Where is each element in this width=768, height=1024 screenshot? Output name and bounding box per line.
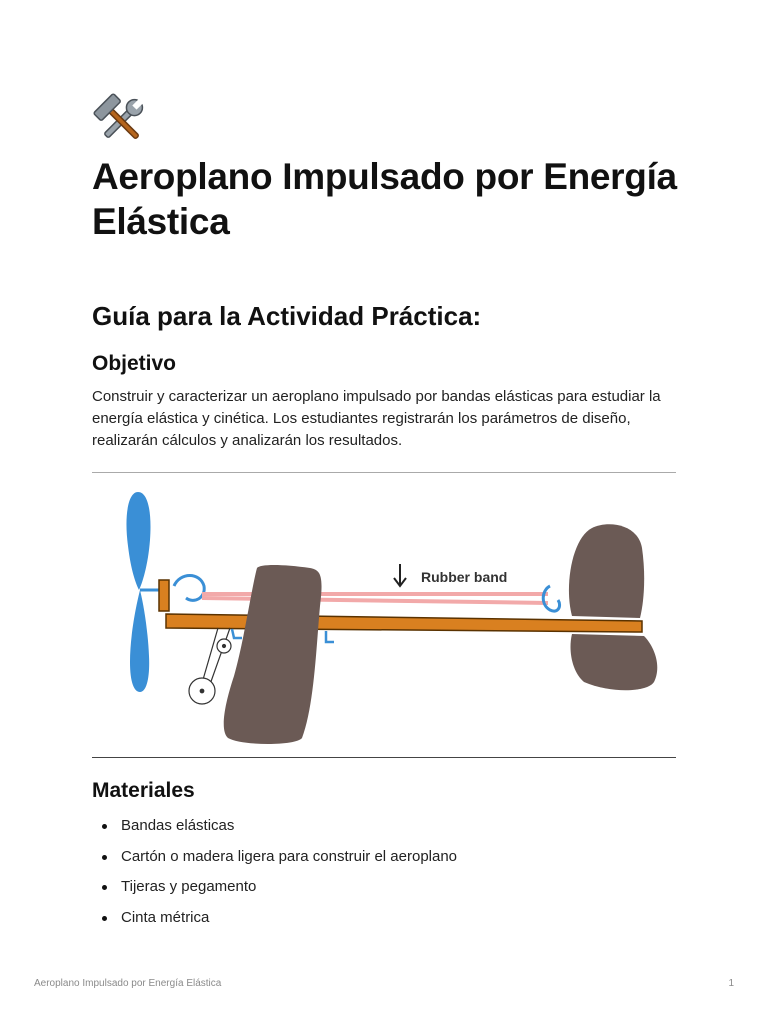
- objective-paragraph: Construir y caracterizar un aeroplano impulsado por bandas elásticas para estudiar la energía elástica y cinética. Los estudiantes registrarán los parámetros de diseño, realizarán cálculos y analizarán los resultados.: [92, 388, 661, 449]
- list-item: Tijeras y pegamento: [92, 875, 457, 906]
- footer-title: Aeroplano Impulsado por Energía Elástica: [34, 978, 222, 989]
- section-heading: Guía para la Actividad Práctica:: [92, 301, 482, 331]
- front-bracket: [159, 580, 169, 611]
- list-item: Cartón o madera ligera para construir el aeroplano: [92, 845, 457, 876]
- front-hook: [174, 576, 204, 601]
- rear-hook: [543, 586, 559, 611]
- down-arrow-icon: [394, 564, 406, 586]
- wing-clip: [232, 629, 242, 638]
- airplane-diagram: [92, 476, 676, 754]
- page-number: 1: [728, 978, 734, 989]
- objective-heading: Objetivo: [92, 352, 177, 375]
- propeller: [126, 492, 150, 692]
- fuselage: [166, 614, 642, 632]
- main-wing: [224, 565, 322, 744]
- rubber-band-label: Rubber band: [421, 569, 508, 585]
- landing-gear: [189, 628, 231, 704]
- list-item: Bandas elásticas: [92, 814, 457, 845]
- list-item: Cinta métrica: [92, 906, 457, 937]
- divider: [92, 757, 676, 758]
- materials-heading: Materiales: [92, 779, 195, 802]
- hammer-and-wrench-icon: [92, 92, 150, 150]
- page-title: Aeroplano Impulsado por Energía Elástica: [92, 156, 677, 242]
- tail-stabilizer: [571, 634, 658, 690]
- wing-clip: [326, 631, 334, 642]
- materials-list: [92, 814, 457, 936]
- tail-fin: [569, 524, 644, 618]
- divider: [92, 472, 676, 473]
